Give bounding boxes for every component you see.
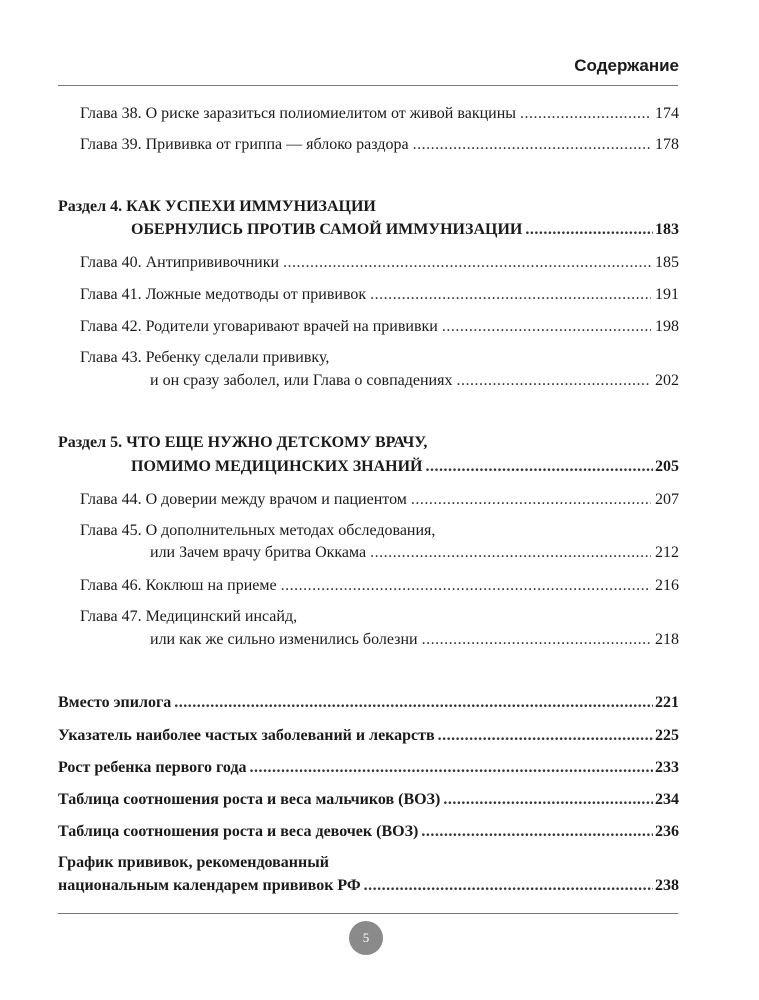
- leader-dots: [438, 726, 653, 746]
- toc-entry-title: или Зачем врачу бритва Оккама: [150, 544, 367, 561]
- toc-entry-page: 185: [655, 254, 679, 271]
- leader-dots: [370, 285, 651, 305]
- toc-entry-ch46[interactable]: [80, 576, 679, 596]
- leader-dots: [411, 490, 651, 510]
- section-4-title-line1: Раздел 4. КАК УСПЕХИ ИММУНИЗАЦИИ: [58, 198, 376, 215]
- toc-entry-ch43[interactable]: [150, 371, 679, 391]
- toc-entry-ch38[interactable]: [80, 104, 679, 124]
- toc-entry-schedule-line1: График прививок, рекомендованный: [58, 854, 329, 871]
- toc-entry-title: Вместо эпилога: [58, 694, 172, 711]
- toc-entry-title: Глава 44. О доверии между врачом и пациентом: [80, 491, 407, 508]
- toc-entry-ch45[interactable]: [150, 543, 679, 563]
- running-header: Содержание: [574, 56, 679, 75]
- leader-dots: [370, 543, 651, 563]
- toc-entry-page: 236: [655, 823, 679, 840]
- toc-entry-page: 212: [655, 544, 679, 561]
- toc-entry-title: Указатель наиболее частых заболеваний и лекарств: [58, 727, 435, 744]
- toc-entry-boys-table[interactable]: [58, 790, 679, 810]
- toc-entry-ch41[interactable]: [80, 285, 679, 305]
- toc-entry-page: 238: [655, 877, 679, 894]
- toc-entry-page: 174: [655, 105, 679, 122]
- toc-entry-title: Глава 40. Антипрививочники: [80, 254, 280, 271]
- toc-entry-title: Глава 39. Прививка от гриппа — яблоко раздора: [80, 136, 409, 153]
- section-5-title-line1: Раздел 5. ЧТО ЕЩЕ НУЖНО ДЕТСКОМУ ВРАЧУ,: [58, 434, 428, 451]
- page-number: 5: [362, 930, 370, 945]
- toc-entry-section-4[interactable]: [131, 220, 679, 240]
- toc-entry-ch39[interactable]: [80, 135, 679, 155]
- toc-entry-index[interactable]: [58, 726, 679, 746]
- toc-entry-page: 233: [655, 759, 679, 776]
- leader-dots: [413, 135, 651, 155]
- toc-entry-page: 221: [655, 694, 679, 711]
- leader-dots: [421, 822, 653, 842]
- toc-entry-title: Глава 46. Коклюш на приеме: [80, 577, 277, 594]
- toc-entry-girls-table[interactable]: [58, 822, 679, 842]
- leader-dots: [283, 253, 651, 273]
- toc-entry-page: 202: [655, 372, 679, 389]
- toc-entry-page: 198: [655, 318, 679, 335]
- leader-dots: [442, 317, 651, 337]
- leader-dots: [520, 104, 651, 124]
- toc-entry-page: 234: [655, 791, 679, 808]
- toc-entry-ch42[interactable]: [80, 317, 679, 337]
- toc-entry-title: или как же сильно изменились болезни: [150, 631, 418, 648]
- toc-entry-title: и он сразу заболел, или Глава о совпадениях: [150, 372, 453, 389]
- toc-entry-title: Таблица соотношения роста и веса мальчиков (ВОЗ): [58, 791, 441, 808]
- toc-entry-section-5[interactable]: [131, 457, 679, 477]
- page-number-badge: [349, 921, 383, 955]
- toc-entry-ch47[interactable]: [150, 630, 679, 650]
- toc-entry-page: 183: [655, 221, 679, 238]
- toc-entry-page: 225: [655, 727, 679, 744]
- toc-entry-growth[interactable]: [58, 758, 679, 778]
- toc-entry-ch45-line1: Глава 45. О дополнительных методах обследования,: [80, 522, 436, 539]
- header-rule: [58, 85, 678, 86]
- leader-dots: [422, 630, 651, 650]
- toc-entry-schedule[interactable]: [58, 876, 679, 896]
- toc-entry-title: Глава 41. Ложные медотводы от прививок: [80, 286, 367, 303]
- toc-entry-epilogue[interactable]: [58, 693, 679, 713]
- toc-entry-page: 191: [655, 286, 679, 303]
- toc-entry-ch43-line1: Глава 43. Ребенку сделали прививку,: [80, 349, 330, 366]
- leader-dots: [281, 576, 651, 596]
- toc-entry-title: Глава 42. Родители уговаривают врачей на прививки: [80, 318, 438, 335]
- toc-entry-title: национальным календарем прививок РФ: [58, 877, 361, 894]
- toc-entry-title: Рост ребенка первого года: [58, 759, 247, 776]
- leader-dots: [525, 220, 653, 240]
- toc-entry-page: 218: [655, 631, 679, 648]
- toc-entry-ch47-line1: Глава 47. Медицинский инсайд,: [80, 608, 298, 625]
- toc-entry-title: Таблица соотношения роста и веса девочек (ВОЗ): [58, 823, 419, 840]
- toc-entry-ch40[interactable]: [80, 253, 679, 273]
- leader-dots: [425, 457, 653, 477]
- toc-entry-page: 205: [655, 458, 679, 475]
- leader-dots: [250, 758, 653, 778]
- leader-dots: [174, 693, 653, 713]
- toc-entry-page: 207: [655, 491, 679, 508]
- leader-dots: [443, 790, 653, 810]
- toc-entry-title: ОБЕРНУЛИСЬ ПРОТИВ САМОЙ ИММУНИЗАЦИИ: [131, 221, 523, 238]
- toc-entry-title: ПОМИМО МЕДИЦИНСКИХ ЗНАНИЙ: [131, 458, 423, 475]
- footer-rule: [58, 913, 678, 914]
- toc-entry-title: Глава 38. О риске заразиться полиомиелитом от живой вакцины: [80, 105, 517, 122]
- toc-entry-ch44[interactable]: [80, 490, 679, 510]
- toc-entry-page: 178: [655, 136, 679, 153]
- toc-entry-page: 216: [655, 577, 679, 594]
- leader-dots: [456, 371, 651, 391]
- leader-dots: [364, 876, 653, 896]
